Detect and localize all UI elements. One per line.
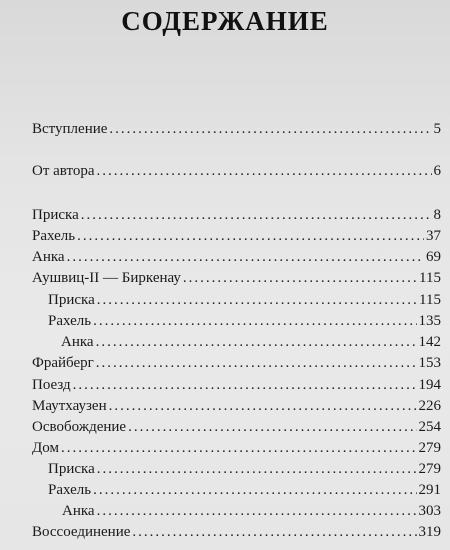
dot-leader [81, 205, 432, 225]
toc-entry [32, 396, 441, 416]
toc-entry-page: 226 [418, 398, 441, 414]
toc-entry-page: 279 [418, 461, 441, 477]
toc-entry [32, 353, 441, 373]
dot-leader [97, 459, 417, 479]
toc-entry-page: 115 [419, 292, 441, 308]
toc-entry-page: 254 [418, 419, 441, 435]
toc-entry [32, 205, 441, 225]
toc-entry-page: 291 [418, 482, 441, 498]
toc-subentry [48, 290, 441, 310]
toc-entry-page: 303 [418, 503, 441, 519]
dot-leader [93, 311, 416, 331]
toc-entry-title: Маутхаузен [32, 398, 107, 414]
toc-entry-page: 8 [433, 207, 441, 223]
toc-entry-page: 153 [418, 355, 441, 371]
toc-entry-page: 115 [419, 270, 441, 286]
contents-heading: СОДЕРЖАНИЕ [121, 6, 329, 36]
dot-leader [96, 353, 417, 373]
toc-entry [32, 438, 441, 458]
toc-entry [32, 417, 441, 437]
toc-entry [32, 247, 441, 267]
toc-entry-title: Приска [48, 461, 95, 477]
toc-entry [32, 161, 441, 181]
toc-subentry [48, 311, 441, 331]
toc-entry-title: Аушвиц-II — Биркенау [32, 270, 181, 286]
dot-leader [67, 247, 424, 267]
toc-entry-page: 135 [418, 313, 441, 329]
dot-leader [61, 438, 417, 458]
toc-entry-title: Поезд [32, 377, 71, 393]
toc-entry-page: 5 [433, 121, 441, 137]
toc-subentry [61, 332, 441, 352]
toc-entry-page: 279 [418, 440, 441, 456]
toc-entry-title: Анка [32, 249, 65, 265]
toc-entry-page: 6 [433, 163, 441, 179]
toc-entry-title: Приска [48, 292, 95, 308]
toc-entry-title: Анка [62, 503, 95, 519]
toc-entry-title: От автора [32, 163, 95, 179]
toc-entry-title: Воссоединение [32, 524, 131, 540]
toc-entry-page: 142 [418, 334, 441, 350]
toc-entry-page: 194 [418, 377, 441, 393]
dot-leader [97, 501, 417, 521]
dot-leader [96, 332, 417, 352]
toc-entry-title: Фрайберг [32, 355, 94, 371]
toc-entry-page: 319 [418, 524, 441, 540]
toc-entry-page: 37 [426, 228, 441, 244]
dot-leader [132, 522, 416, 542]
dot-leader [97, 290, 417, 310]
dot-leader [128, 417, 416, 437]
toc-entry [32, 375, 441, 395]
toc-entry [32, 522, 441, 542]
toc-entry [32, 226, 441, 246]
toc-entry-title: Приска [32, 207, 79, 223]
dot-leader [77, 226, 424, 246]
dot-leader [183, 268, 417, 288]
dot-leader [73, 375, 417, 395]
toc-entry-title: Вступление [32, 121, 108, 137]
toc-subentry [48, 480, 441, 500]
toc-subentry [62, 501, 441, 521]
toc-entry-title: Анка [61, 334, 94, 350]
toc-entry-title: Дом [32, 440, 59, 456]
dot-leader [93, 480, 416, 500]
toc-entry [32, 268, 441, 288]
toc-entry-page: 69 [426, 249, 441, 265]
dot-leader [97, 161, 432, 181]
dot-leader [109, 396, 417, 416]
dot-leader [109, 119, 431, 139]
toc-entry-title: Рахель [48, 482, 92, 498]
toc-entry-title: Рахель [48, 313, 92, 329]
toc-entry-title: Рахель [32, 228, 76, 244]
toc-entry [32, 119, 441, 139]
toc-entry-title: Освобождение [32, 419, 127, 435]
toc-subentry [48, 459, 441, 479]
